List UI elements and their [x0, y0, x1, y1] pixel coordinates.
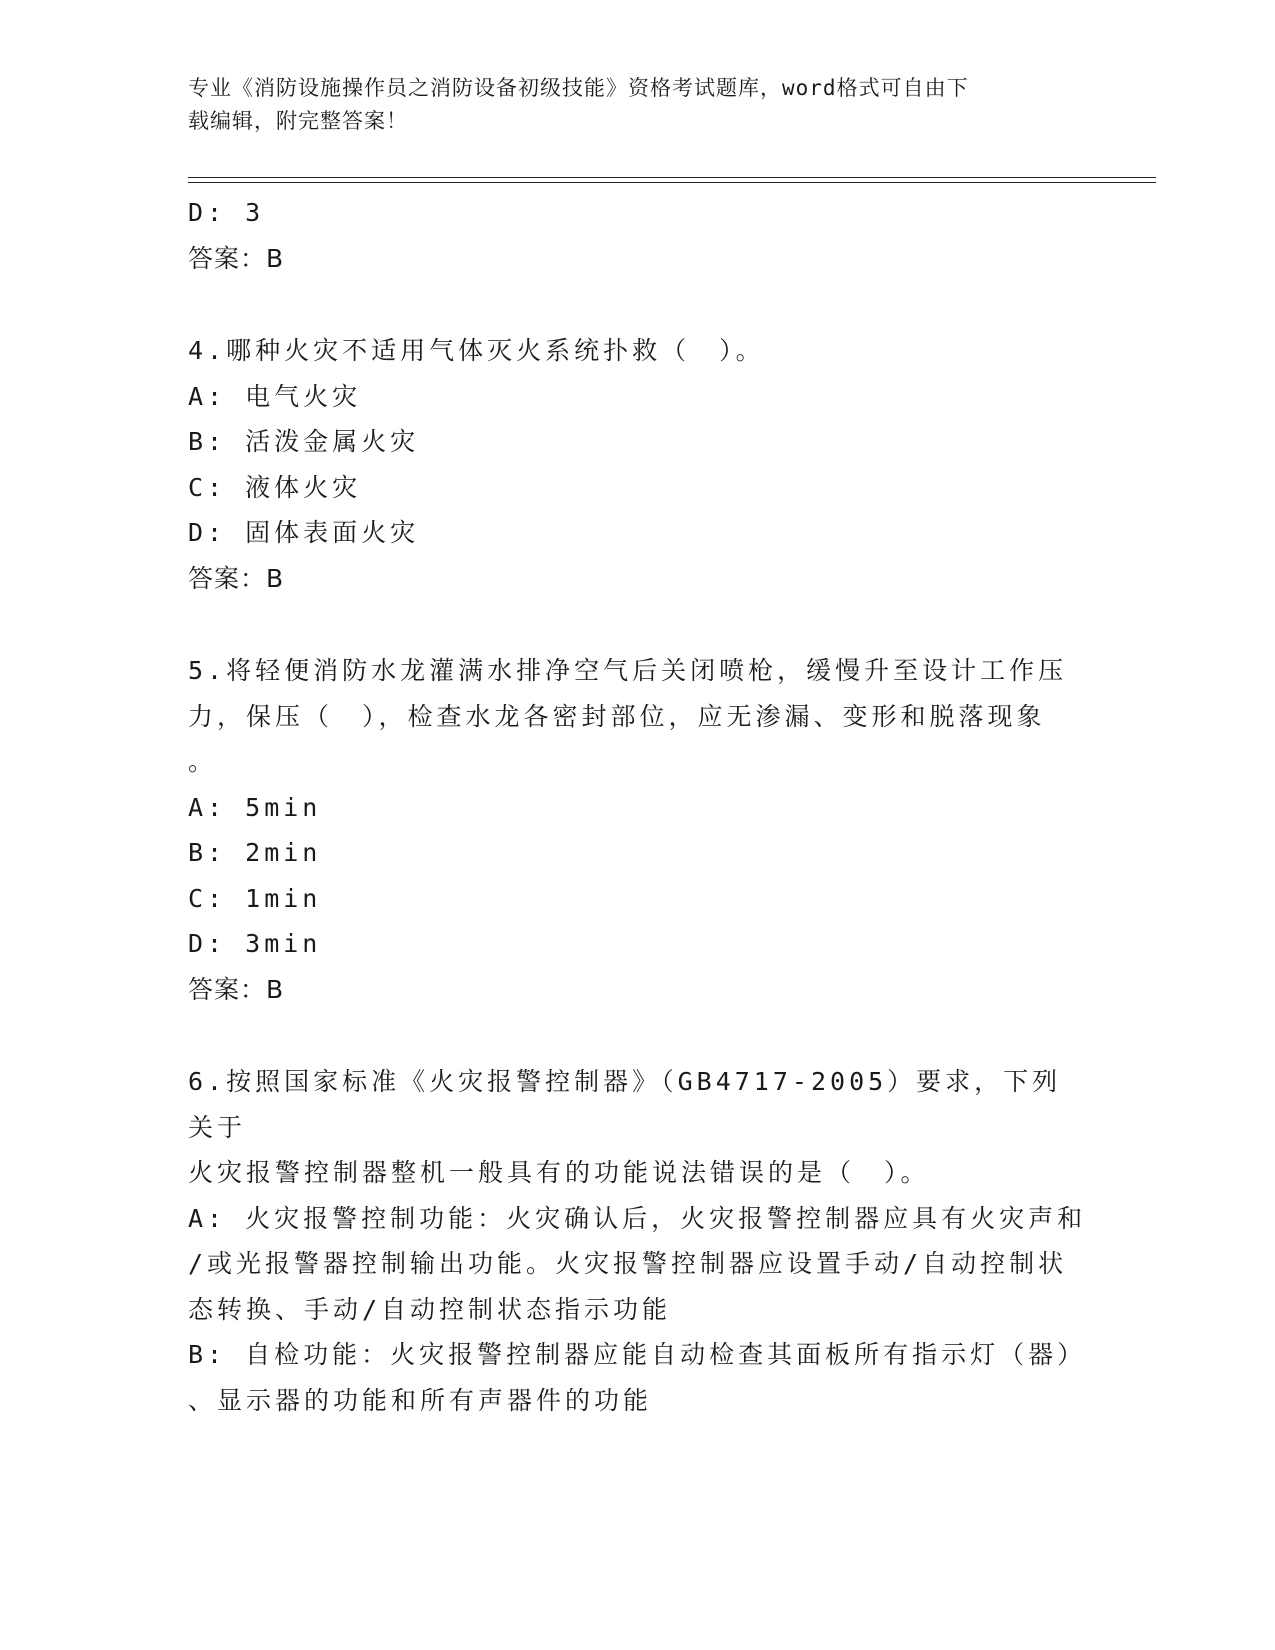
question-5-option-b: B: 2min: [188, 838, 322, 867]
prev-option-d: D: 3: [188, 198, 265, 227]
header-rule-top: [188, 177, 1156, 178]
question-6-option-b-line-1: B: 自检功能：火灾报警控制器应能自动检查其面板所有指示灯（器）: [188, 1340, 1087, 1369]
question-4-option-d: D: 固体表面火灾: [188, 518, 420, 547]
question-5-stem-line-2: 力，保压（ ），检查水龙各密封部位，应无渗漏、变形和脱落现象: [188, 701, 1046, 731]
question-4-answer: 答案：B: [188, 563, 285, 593]
question-6-option-b-line-2: 、显示器的功能和所有声器件的功能: [188, 1385, 653, 1415]
question-5-option-c: C: 1min: [188, 883, 322, 913]
question-4-stem: 4.哪种火灾不适用气体灭火系统扑救（ ）。: [188, 336, 765, 365]
question-content: [188, 190, 1088, 1423]
header-line-1: 专业《消防设施操作员之消防设备初级技能》资格考试题库，word格式可自由下: [188, 76, 969, 100]
question-6-stem-line-2: 火灾报警控制器整机一般具有的功能说法错误的是（ ）。: [188, 1158, 930, 1187]
question-5-option-a: A: 5min: [188, 792, 322, 822]
prev-answer: 答案：B: [188, 243, 285, 273]
page-header: [188, 72, 1088, 138]
question-6-stem-line-1: 6.按照国家标准《火灾报警控制器》（GB4717-2005）要求，下列关于: [188, 1067, 1062, 1142]
question-4-option-c: C: 液体火灾: [188, 472, 362, 502]
question-4-option-b: B: 活泼金属火灾: [188, 427, 420, 456]
question-4: [188, 328, 1088, 601]
header-line-2: 载编辑，附完整答案！: [188, 109, 408, 133]
question-6-option-a-line-1: A: 火灾报警控制功能：火灾确认后，火灾报警控制器应具有火灾声和: [188, 1203, 1087, 1233]
header-rule-bottom: [188, 182, 1156, 183]
question-5: [188, 648, 1088, 1012]
question-5-stem-line-1: 5.将轻便消防水龙灌满水排净空气后关闭喷枪，缓慢升至设计工作压: [188, 656, 1068, 685]
question-6-option-a-line-3: 态转换、手动/自动控制状态指示功能: [188, 1294, 672, 1324]
question-5-stem-line-3: 。: [188, 747, 218, 776]
question-4-option-a: A: 电气火灾: [188, 381, 362, 411]
question-6: [188, 1059, 1088, 1423]
question-6-option-a-line-2: /或光报警器控制输出功能。火灾报警控制器应设置手动/自动控制状: [188, 1249, 1068, 1278]
question-5-answer: 答案：B: [188, 974, 285, 1004]
question-5-option-d: D: 3min: [188, 929, 322, 958]
